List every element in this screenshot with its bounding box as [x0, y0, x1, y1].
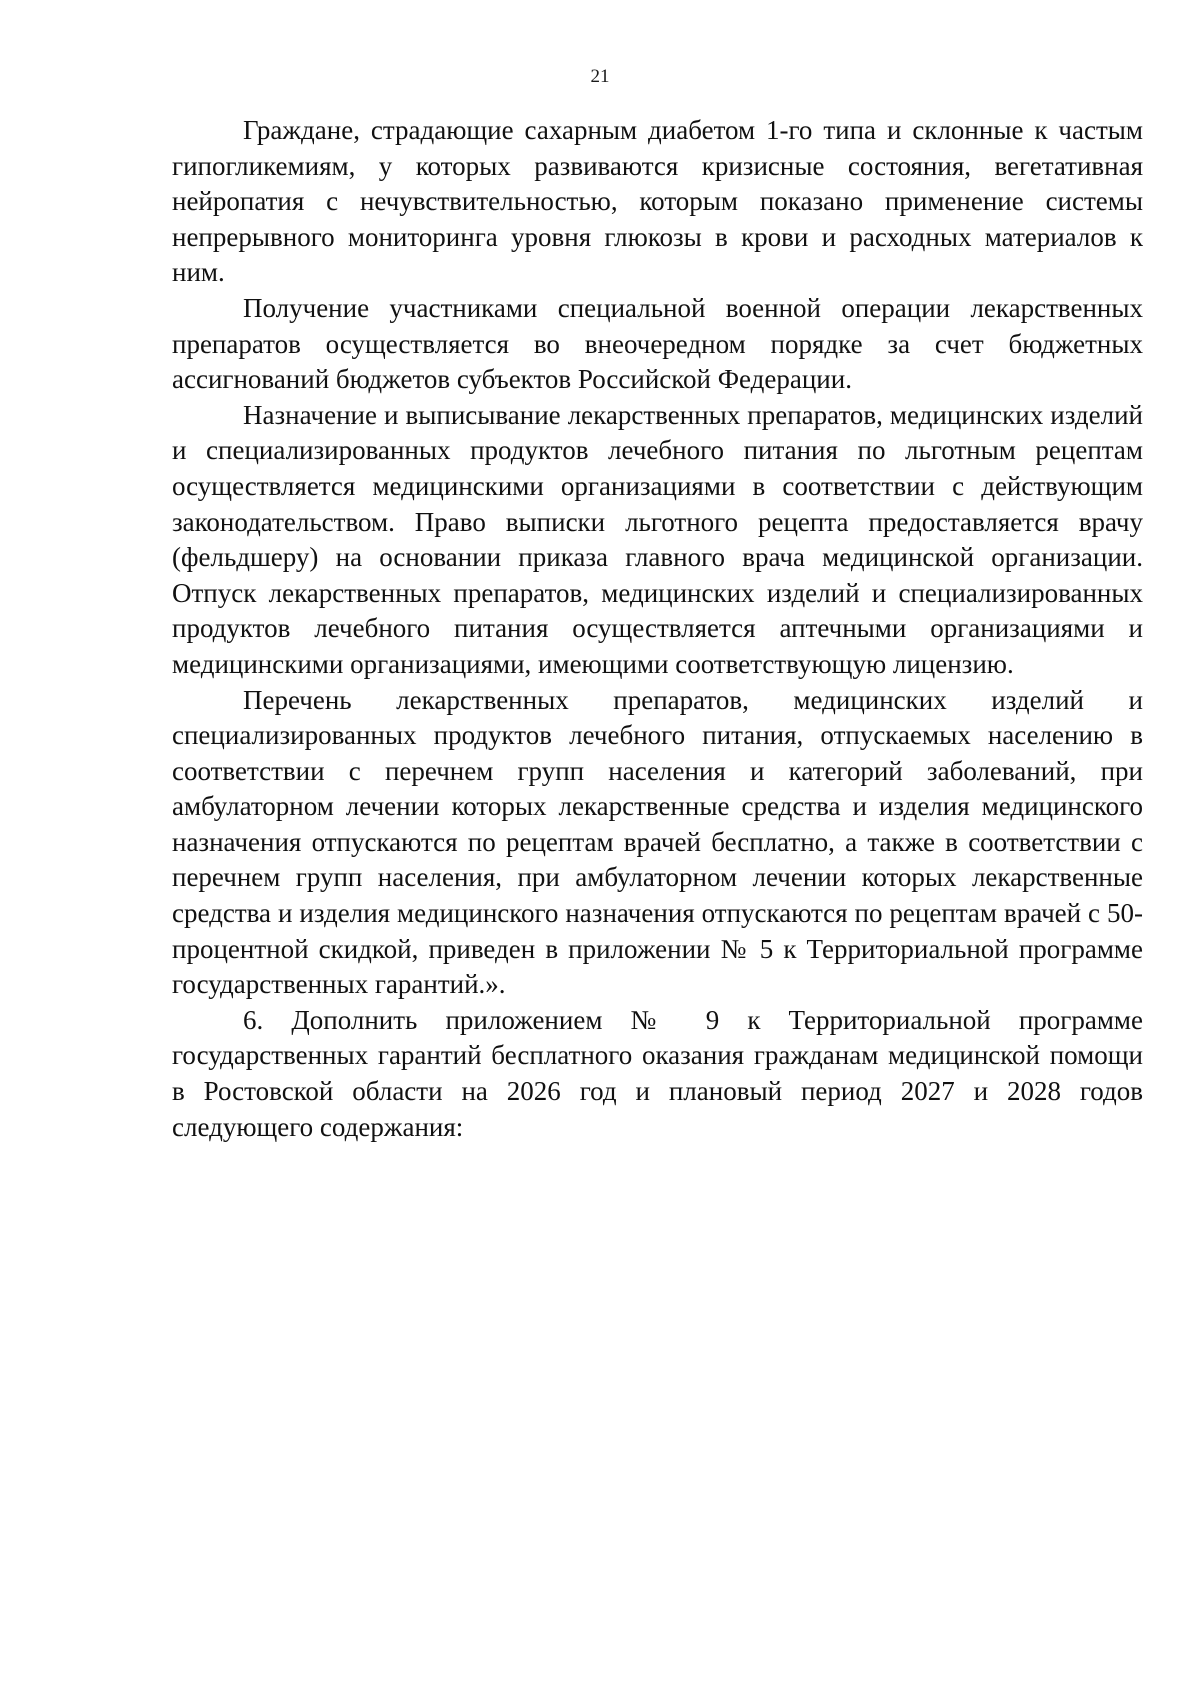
page-number: 21 — [590, 66, 610, 87]
paragraph-svo-participants: Получение участниками специальной военной операции лекарственных препаратов осуществляется во внеочередном порядке за счет бюджетных ассигнований бюджетов субъектов Российской Федерации. — [172, 292, 1143, 395]
paragraph-prescription-rules: Назначение и выписывание лекарственных препаратов, медицинских изделий и специализированных продуктов лечебного питания по льготным рецептам осуществляется медицинскими организациями в соответствии с действующим законодательством. Право выписки льготного рецепта предоставляется врачу (фельдшеру) на основании приказа главного врача медицинской организации. Отпуск лекарственных препаратов, медицинских изделий и специализированных продуктов лечебного питания осуществляется аптечными организациями и медицинскими организациями, имеющими соответствующую лицензию. — [172, 399, 1143, 679]
paragraph-appendix-9: 6. Дополнить приложением № 9 к Территориальной программе государственных гарантий бесплатного оказания гражданам медицинской помощи в Ростовской области на 2026 год и плановый период 2027 и 2028 годов следующего содержания: — [172, 1004, 1143, 1142]
document-body — [172, 113, 1143, 1145]
paragraph-diabetes-monitoring: Граждане, страдающие сахарным диабетом 1-го типа и склонные к частым гипогликемиям, у которых развиваются кризисные состояния, вегетативная нейропатия с нечувствительностью, которым показано применение системы непрерывного мониторинга уровня глюкозы в крови и расходных материалов к ним. — [172, 115, 1143, 288]
paragraph-medication-list: Перечень лекарственных препаратов, медицинских изделий и специализированных продуктов лечебного питания, отпускаемых населению в соответствии с перечнем групп населения и категорий заболеваний, при амбулаторном лечении которых лекарственные средства и изделия медицинского назначения отпускаются по рецептам врачей бесплатно, а также в соответствии с перечнем групп населения, при амбулаторном лечении которых лекарственные средства и изделия медицинского назначения отпускаются по рецептам врачей с 50-процентной скидкой, приведен в приложении № 5 к Территориальной программе государственных гарантий.». — [172, 684, 1143, 1000]
